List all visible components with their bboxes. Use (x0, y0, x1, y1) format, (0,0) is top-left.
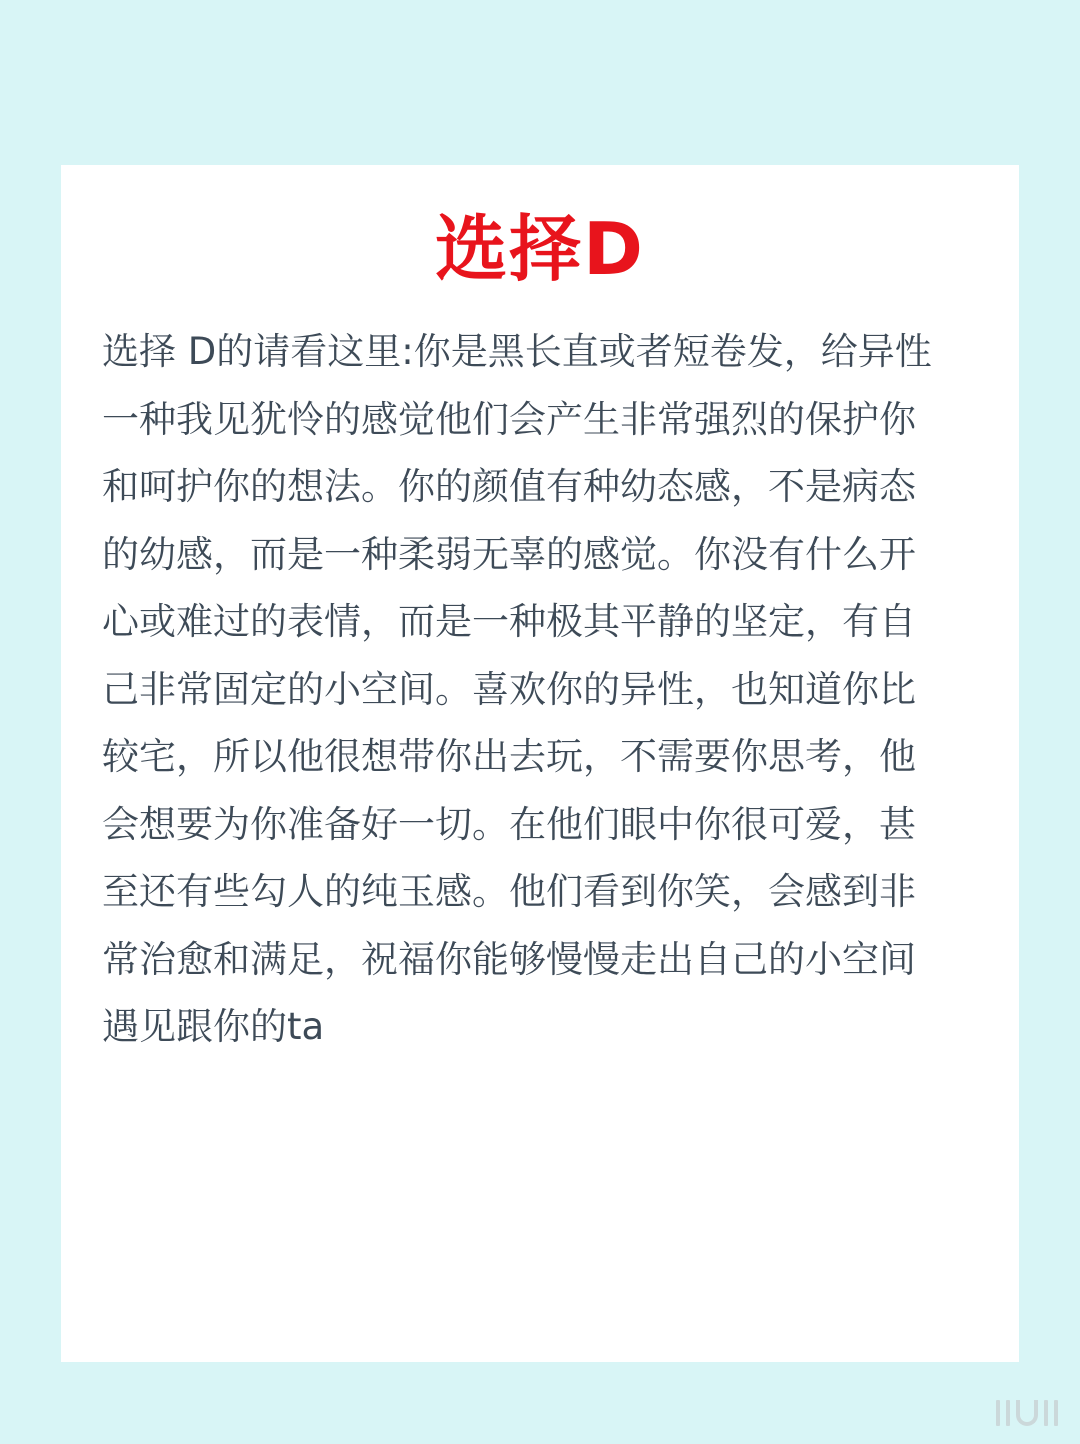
watermark-bar (1054, 1400, 1058, 1426)
body-line: 会想要为你准备好一切。在他们眼中你很可爱，甚 (102, 802, 916, 846)
watermark-bar (996, 1400, 1000, 1426)
card-body (102, 318, 990, 1061)
body-line: 较宅，所以他很想带你出去玩，不需要你思考，他 (102, 735, 916, 778)
body-line: 的幼感，而是一种柔弱无辜的感觉。你没有什么开 (102, 532, 916, 576)
body-line: 至还有些勾人的纯玉感。他们看到你笑，会感到非 (102, 870, 916, 913)
body-line: 和呵护你的想法。你的颜值有种幼态感，不是病态 (102, 465, 916, 508)
watermark-mark (1016, 1400, 1038, 1426)
watermark-bar (1044, 1400, 1048, 1426)
body-line: 心或难过的表情，而是一种极其平静的坚定，有自 (102, 600, 916, 643)
platform-logo-icon (996, 1400, 1058, 1426)
body-line: 选择 D的请看这里:你是黑长直或者短卷发，给异性 (102, 330, 932, 373)
content-card (61, 165, 1019, 1362)
body-line: 一种我见犹怜的感觉他们会产生非常强烈的保护你 (102, 397, 916, 441)
body-line: 遇见跟你的ta (102, 1005, 325, 1048)
body-line: 己非常固定的小空间。喜欢你的异性，也知道你比 (102, 667, 916, 711)
watermark-bar (1006, 1400, 1010, 1426)
body-line: 常治愈和满足，祝福你能够慢慢走出自己的小空间 (102, 937, 916, 981)
card-title: 选择D (435, 207, 645, 291)
